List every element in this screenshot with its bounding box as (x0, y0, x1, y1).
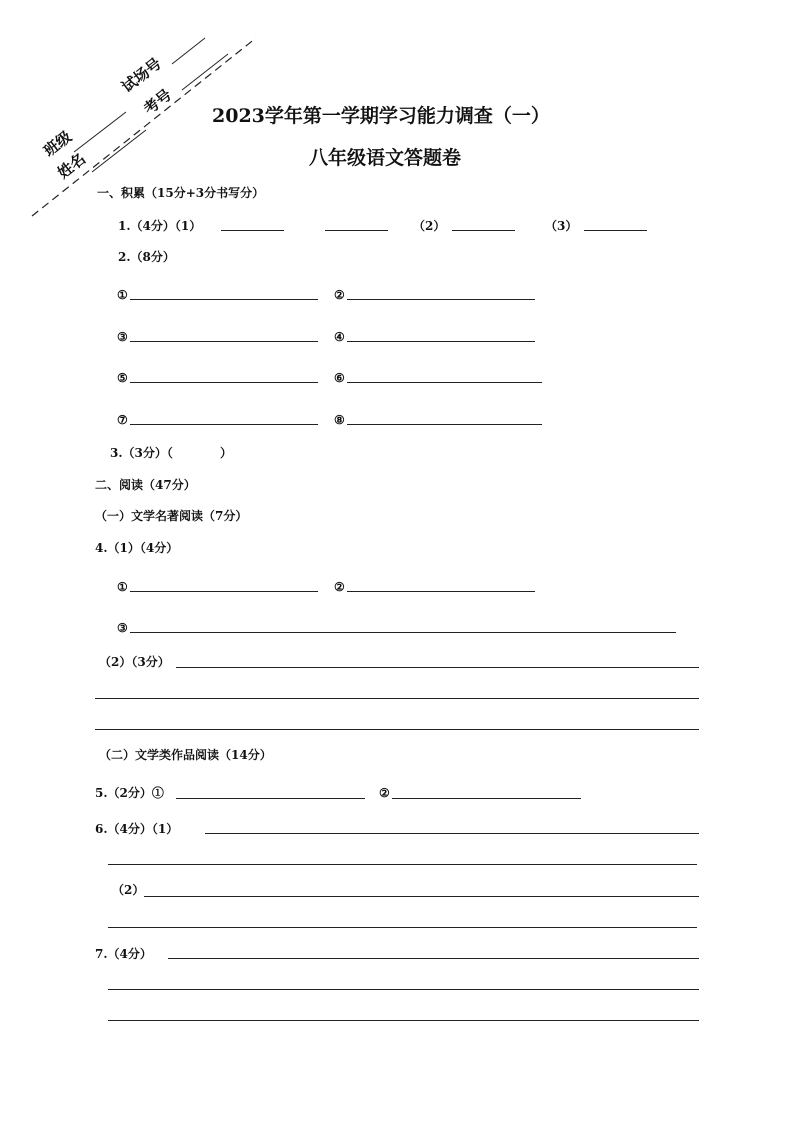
q4-sub2-line-1[interactable] (176, 667, 699, 668)
section1-heading: 一、积累（15分+3分书写分） (97, 186, 265, 200)
q1-blank-3[interactable] (452, 230, 515, 231)
q2-blank-5[interactable] (130, 382, 318, 383)
q2-mark-1: ① (117, 288, 128, 302)
q2-blank-2[interactable] (347, 299, 535, 300)
q3-close: ） (220, 446, 233, 460)
q1-blank-2[interactable] (325, 230, 388, 231)
section2-heading: 二、阅读（47分） (95, 478, 196, 492)
q7-line-2[interactable] (108, 989, 699, 990)
q4-sub2-label: （2）（3分） (99, 655, 170, 669)
q2-mark-2: ② (334, 288, 345, 302)
page-subtitle: 八年级语文答题卷 (309, 147, 462, 169)
exam-room-label: 试场号 (118, 54, 165, 97)
q4-label: 4.（1）（4分） (95, 541, 179, 555)
q2-blank-3[interactable] (130, 341, 318, 342)
q1-blank-1[interactable] (221, 230, 284, 231)
name-label: 姓名 (54, 149, 90, 183)
q5-blank-1[interactable] (176, 798, 365, 799)
q7-line-1[interactable] (168, 958, 699, 959)
part2-heading: （二）文学类作品阅读（14分） (99, 748, 272, 762)
class-label: 班级 (40, 127, 76, 161)
page-title: 2023学年第一学期学习能力调查（一） (212, 105, 550, 127)
q5-blank-2[interactable] (392, 798, 581, 799)
q5-mark-2: ② (379, 786, 390, 800)
q1-part2-label: （2） (413, 219, 446, 233)
q4-mark-2: ② (334, 580, 345, 594)
q1-label: 1.（4分）（1） (118, 219, 202, 233)
q7-line-3[interactable] (108, 1020, 699, 1021)
q6-line-1[interactable] (205, 833, 699, 834)
q4-blank-1[interactable] (130, 591, 318, 592)
q2-blank-1[interactable] (130, 299, 318, 300)
part1-heading: （一）文学名著阅读（7分） (95, 509, 248, 523)
q2-mark-6: ⑥ (334, 371, 345, 385)
q4-sub2-line-2[interactable] (95, 698, 699, 699)
q4-mark-3: ③ (117, 621, 128, 635)
q6-line-4[interactable] (108, 927, 697, 928)
q1-blank-4[interactable] (584, 230, 647, 231)
q6-label: 6.（4分）（1） (95, 822, 179, 836)
q2-mark-5: ⑤ (117, 371, 128, 385)
q4-blank-3[interactable] (130, 632, 676, 633)
q5-label: 5.（2分）① (95, 786, 164, 800)
q7-label: 7.（4分） (95, 947, 152, 961)
q2-blank-7[interactable] (130, 424, 318, 425)
q1-part3-label: （3） (545, 219, 578, 233)
q4-mark-1: ① (117, 580, 128, 594)
q2-mark-7: ⑦ (117, 413, 128, 427)
q3-label: 3.（3分）（ (110, 446, 173, 460)
q6-line-3[interactable] (144, 896, 699, 897)
q2-mark-4: ④ (334, 330, 345, 344)
q2-label: 2.（8分） (118, 250, 175, 264)
q2-mark-8: ⑧ (334, 413, 345, 427)
q2-blank-6[interactable] (347, 382, 542, 383)
exam-number-label: 考号 (140, 85, 176, 119)
q2-mark-3: ③ (117, 330, 128, 344)
q4-blank-2[interactable] (347, 591, 535, 592)
q2-blank-8[interactable] (347, 424, 542, 425)
q6-sub2-label: （2） (112, 883, 145, 897)
q2-blank-4[interactable] (347, 341, 535, 342)
q4-sub2-line-3[interactable] (95, 729, 699, 730)
q6-line-2[interactable] (108, 864, 697, 865)
